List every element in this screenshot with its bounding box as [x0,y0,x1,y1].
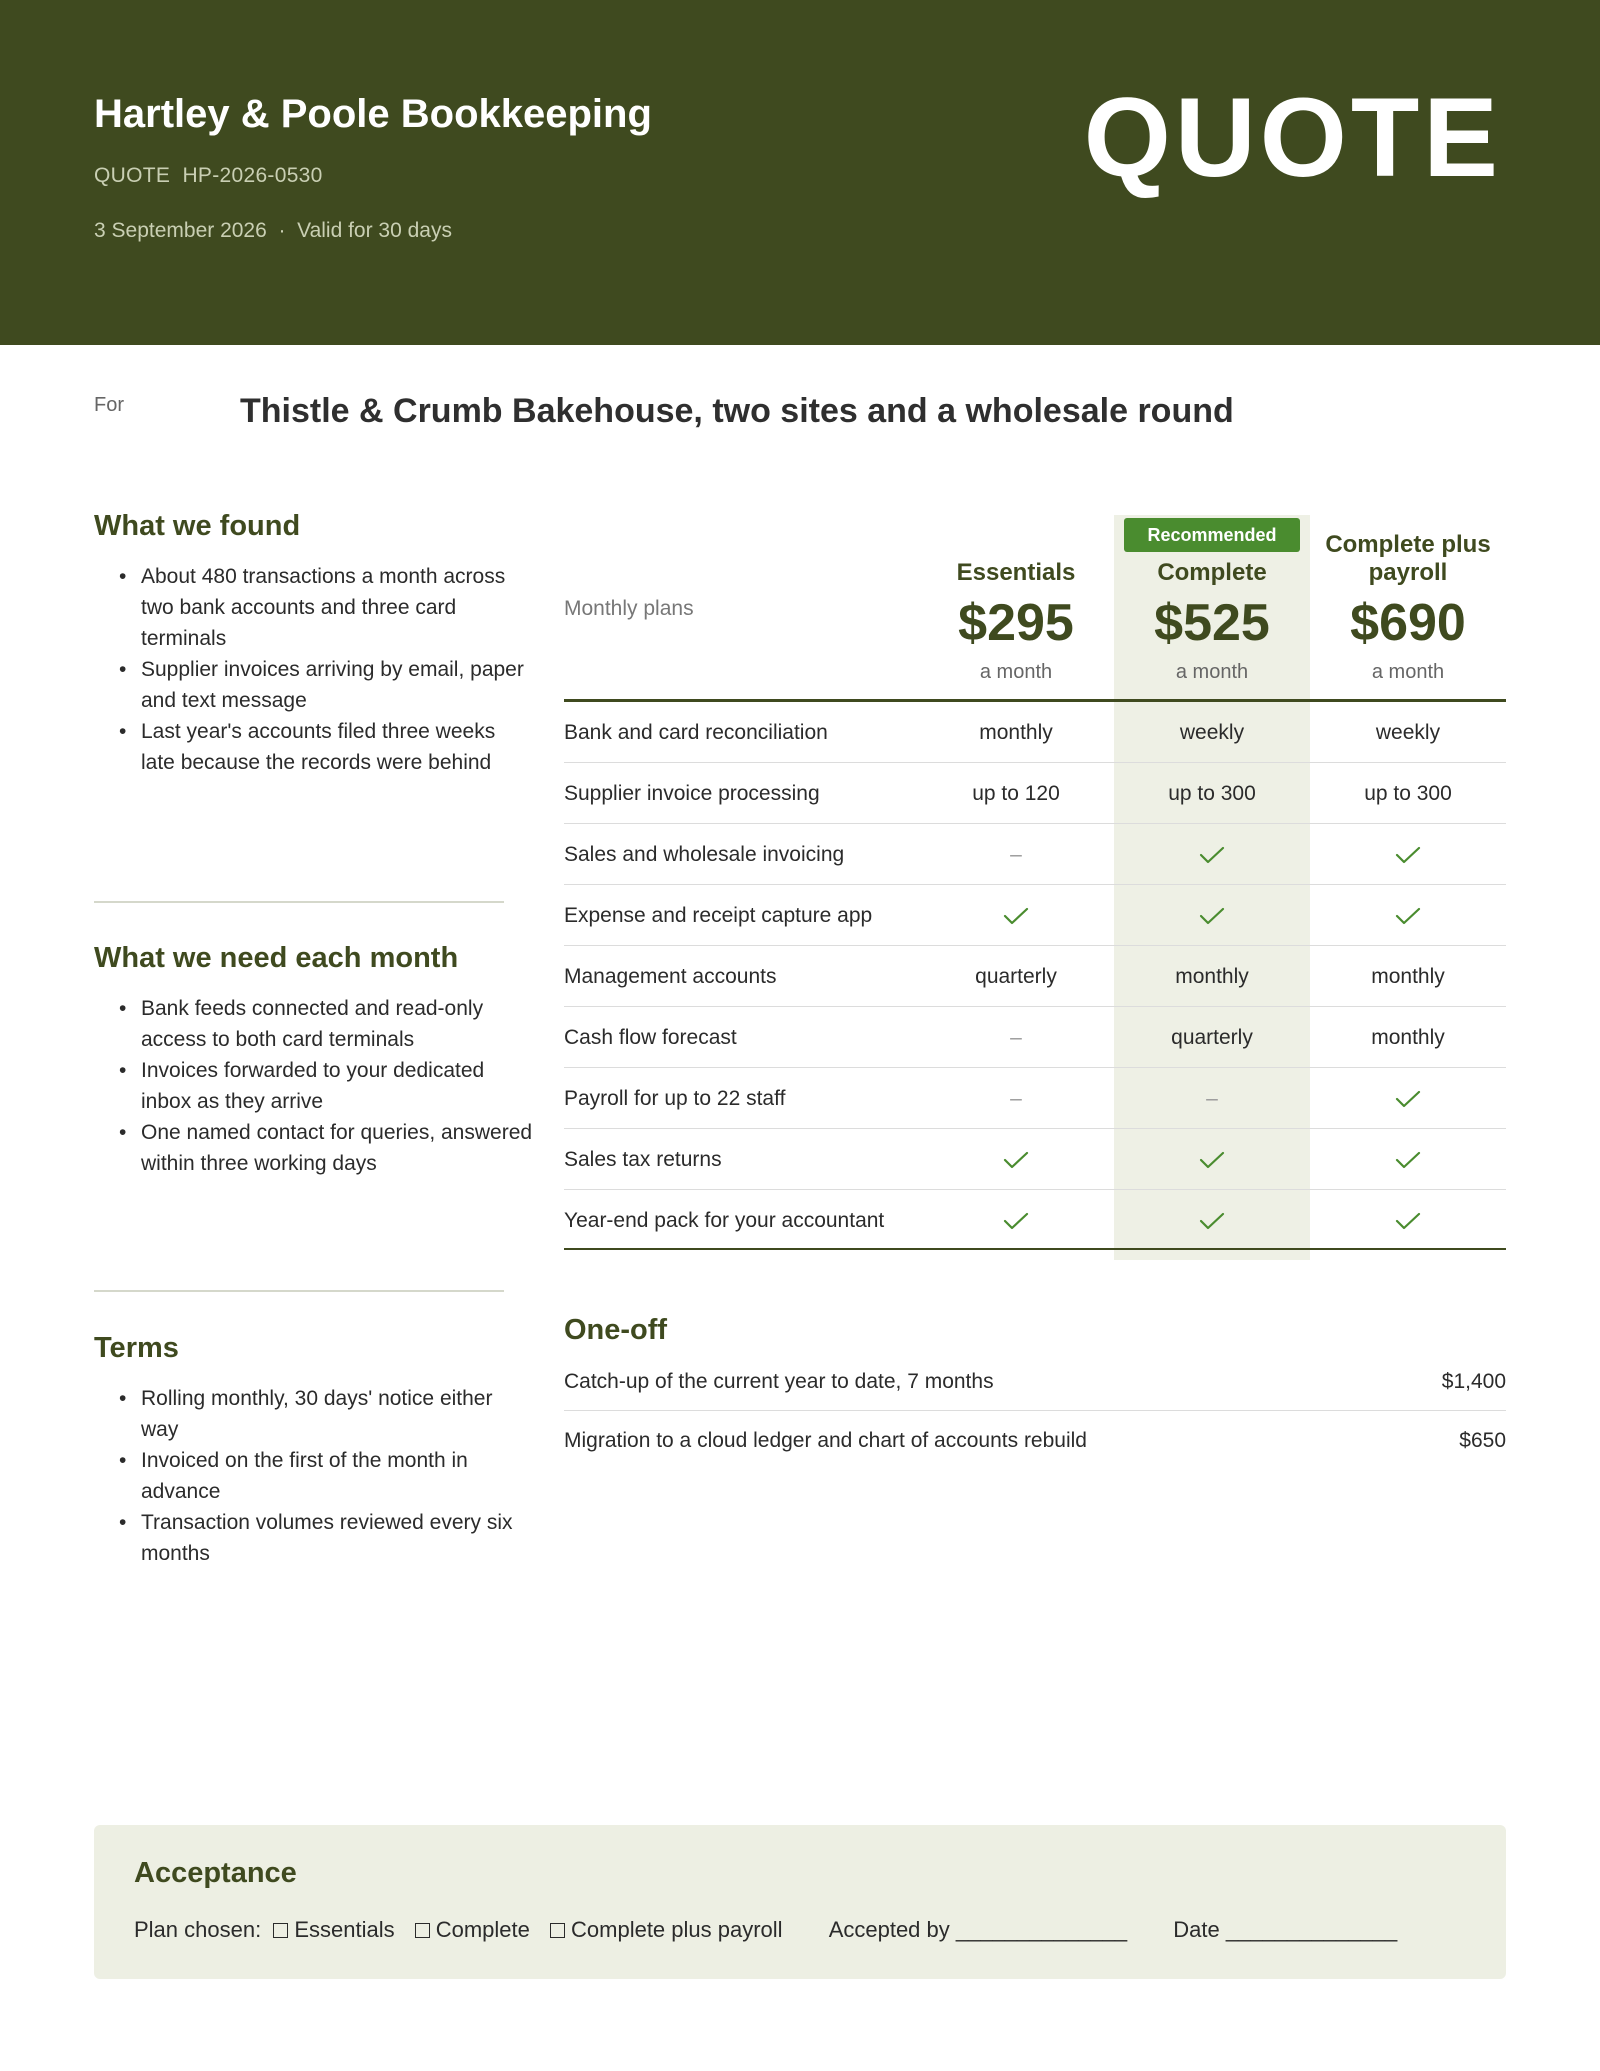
header-banner [0,0,1600,345]
plan-price: $295 [958,594,1074,652]
checkbox-essentials[interactable] [273,1923,288,1938]
check-icon [1310,885,1506,946]
bullet-list [94,561,534,778]
accepted-by-field[interactable]: Accepted by ______________ [828,1917,1128,1942]
feature-label: Year-end pack for your accountant [564,1209,885,1232]
table-row [564,1129,1506,1190]
list-item: • Invoiced on the first of the month in advance [94,1445,534,1507]
feature-label: Sales tax returns [564,1148,722,1171]
section-what-we-found [94,510,534,778]
check-icon [1310,1129,1506,1190]
check-icon [1114,824,1310,885]
feature-label: Management accounts [564,965,777,988]
quote-number: QUOTE HP-2026-0530 [94,164,323,187]
feature-value: up to 120 [972,782,1060,805]
section-title: What we found [94,510,301,542]
plan-period: a month [979,661,1053,683]
acceptance-line [134,1917,1397,1943]
plan-name: Complete plus payroll [1325,531,1491,586]
feature-value: monthly [1371,1026,1445,1049]
plan-header-complete-plus-payroll [1310,531,1506,684]
plan-period: a month [1175,661,1249,683]
list-item: • Supplier invoices arriving by email, paper and text message [94,654,534,716]
not-included-dash: – [1010,1087,1022,1110]
one-off-amount: $1,400 [1441,1370,1506,1393]
check-icon [1310,1068,1506,1129]
feature-value: quarterly [975,965,1057,988]
check-icon [1114,885,1310,946]
plans-comparison-table [564,515,1506,1260]
check-icon [918,1190,1114,1251]
check-icon [918,885,1114,946]
feature-label: Bank and card reconciliation [564,721,828,744]
acceptance-title: Acceptance [134,1857,297,1889]
table-row [564,824,1506,885]
plan-header-essentials [918,559,1114,684]
feature-value: monthly [979,721,1053,744]
check-icon [1114,1190,1310,1251]
recommended-badge: Recommended [1124,518,1300,552]
feature-label: Cash flow forecast [564,1026,737,1049]
table-bottom-rule [564,1248,1506,1250]
bullet-list [94,1383,534,1569]
one-off-label: Migration to a cloud ledger and chart of accounts rebuild [564,1429,1087,1452]
monthly-plans-label: Monthly plans [564,597,694,620]
plan-price: $690 [1350,594,1466,652]
section-what-we-need [94,942,534,1179]
feature-value: quarterly [1171,1026,1253,1049]
list-item: • Rolling monthly, 30 days' notice either way [94,1383,534,1445]
client-name: Thistle & Crumb Bakehouse, two sites and a wholesale round [240,392,1234,430]
one-off-title: One-off [564,1314,668,1346]
one-off-row [564,1411,1506,1470]
section-title: What we need each month [94,942,459,974]
feature-value: up to 300 [1364,782,1452,805]
check-icon [1310,824,1506,885]
section-title: Terms [94,1332,179,1364]
plan-period: a month [1371,661,1445,683]
option-label: Essentials [294,1917,395,1942]
one-off-row [564,1352,1506,1411]
table-row [564,702,1506,763]
table-row [564,1007,1506,1068]
table-row [564,885,1506,946]
feature-value: weekly [1375,721,1441,744]
table-row [564,1190,1506,1251]
check-icon [1114,1129,1310,1190]
feature-value: weekly [1179,721,1245,744]
quote-date-line: 3 September 2026 · Valid for 30 days [94,219,452,242]
feature-value: up to 300 [1168,782,1256,805]
section-terms [94,1332,534,1569]
list-item: • Invoices forwarded to your dedicated inbox as they arrive [94,1055,534,1117]
one-off-label: Catch-up of the current year to date, 7 months [564,1370,994,1393]
list-item: • One named contact for queries, answered within three working days [94,1117,534,1179]
divider [94,1290,504,1292]
bullet-list [94,993,534,1179]
list-item: • About 480 transactions a month across two bank accounts and three card terminals [94,561,534,654]
table-row [564,1068,1506,1129]
list-item: • Bank feeds connected and read-only access to both card terminals [94,993,534,1055]
divider [94,901,504,903]
plan-name: Essentials [956,559,1076,586]
checkbox-complete-plus-payroll[interactable] [550,1923,565,1938]
feature-label: Supplier invoice processing [564,782,820,805]
feature-value: monthly [1371,965,1445,988]
not-included-dash: – [1010,843,1022,866]
list-item: • Transaction volumes reviewed every six months [94,1507,534,1569]
document-type-title: QUOTE [1083,75,1502,200]
list-item: • Last year's accounts filed three weeks late because the records were behind [94,716,534,778]
option-label: Complete plus payroll [571,1917,783,1942]
not-included-dash: – [1010,1026,1022,1049]
not-included-dash: – [1206,1087,1218,1110]
check-icon [918,1129,1114,1190]
plan-header-complete [1114,559,1310,684]
feature-label: Sales and wholesale invoicing [564,843,845,866]
check-icon [1310,1190,1506,1251]
client-label: For [94,394,124,416]
table-row [564,946,1506,1007]
date-field[interactable]: Date ______________ [1173,1917,1398,1942]
plan-chosen-label: Plan chosen: [134,1917,262,1942]
feature-label: Expense and receipt capture app [564,904,873,927]
company-name: Hartley & Poole Bookkeeping [94,92,652,136]
plan-name: Complete [1157,559,1267,586]
feature-label: Payroll for up to 22 staff [564,1087,786,1110]
feature-value: monthly [1175,965,1249,988]
plan-price: $525 [1154,594,1270,652]
one-off-amount: $650 [1459,1429,1506,1452]
table-row [564,763,1506,824]
option-label: Complete [435,1917,530,1942]
acceptance-panel [94,1825,1506,1979]
checkbox-complete[interactable] [415,1923,430,1938]
